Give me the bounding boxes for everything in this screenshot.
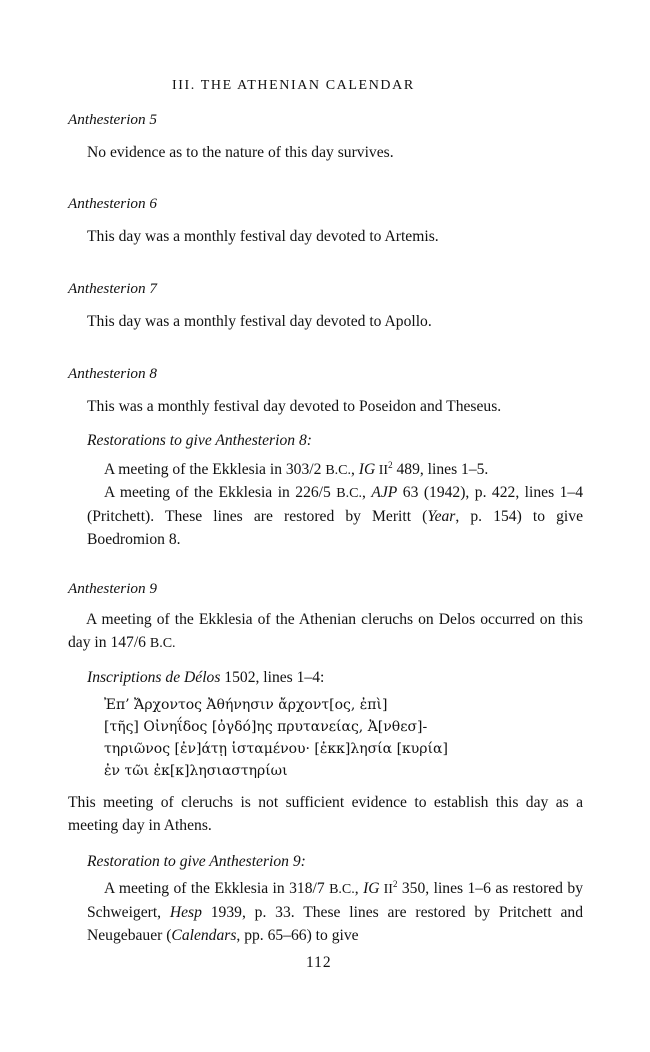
restorations-heading-anthesterion-8: Restorations to give Anthesterion 8:	[87, 432, 312, 449]
restoration-heading-anthesterion-9: Restoration to give Anthesterion 9:	[87, 853, 306, 870]
running-head: III. THE ATHENIAN CALENDAR	[172, 78, 415, 93]
section-heading-anthesterion-7: Anthesterion 7	[68, 280, 158, 297]
cleruchs-note: This meeting of cleruchs is not sufficient evidence to establish this day as a meeting day in Athens.	[68, 794, 583, 834]
section-text-anthesterion-5: No evidence as to the nature of this day survives.	[87, 144, 394, 161]
section-text-anthesterion-8: This was a monthly festival day devoted to Poseidon and Theseus.	[87, 398, 502, 415]
page-number: 112	[306, 954, 332, 971]
greek-inscription-line-3: τηριῶνος [ἐν]άτῃ ἱσταμένου· [ἐκκ]λησία [κυρία]	[104, 741, 448, 757]
greek-inscription-line-4: ἐν τῶι ἐκ[κ]λησιαστηρίωι	[104, 763, 288, 779]
section-heading-anthesterion-8: Anthesterion 8	[68, 365, 158, 382]
inscription-reference: Inscriptions de Délos 1502, lines 1–4:	[87, 669, 325, 686]
restoration-entry-1: A meeting of the Ekklesia in 303/2 B.C., IG $II^2$ 489, lines 1–5.	[104, 459, 489, 478]
greek-inscription-line-1: Ἐπ’ Ἄρχοντος Ἀθήνησιν ἄρχοντ[ος, ἐπὶ]	[104, 697, 388, 713]
section-heading-anthesterion-9: Anthesterion 9	[68, 580, 158, 597]
section-text-anthesterion-6: This day was a monthly festival day devoted to Artemis.	[87, 228, 439, 245]
restoration-entry-2: A meeting of the Ekklesia in 226/5 B.C., AJP 63 (1942), p. 422, lines 1–4 (Pritchett). These lines are restored by Meritt (Year, p. 154) to give Boedromion 8.	[87, 484, 583, 548]
section-text-anthesterion-9: A meeting of the Ekklesia of the Athenian cleruchs on Delos occurred on this day in 147/6 B.C.	[68, 611, 583, 651]
restoration-entry-3: A meeting of the Ekklesia in 318/7 B.C., IG $II^2$ 350, lines 1–6 as restored by Schweigert, Hesp 1939, p. 33. These lines are restored by Pritchett and Neugebauer (Calendars, pp. 65–66) to give	[87, 878, 584, 944]
section-heading-anthesterion-6: Anthesterion 6	[68, 195, 158, 212]
greek-inscription-line-2: [τῆς] Οἰνηΐδος [ὀγδό]ης πρυτανείας, Ἀ[νθεσ]-	[104, 719, 428, 735]
section-text-anthesterion-7: This day was a monthly festival day devoted to Apollo.	[87, 313, 432, 330]
section-heading-anthesterion-5: Anthesterion 5	[68, 111, 158, 128]
